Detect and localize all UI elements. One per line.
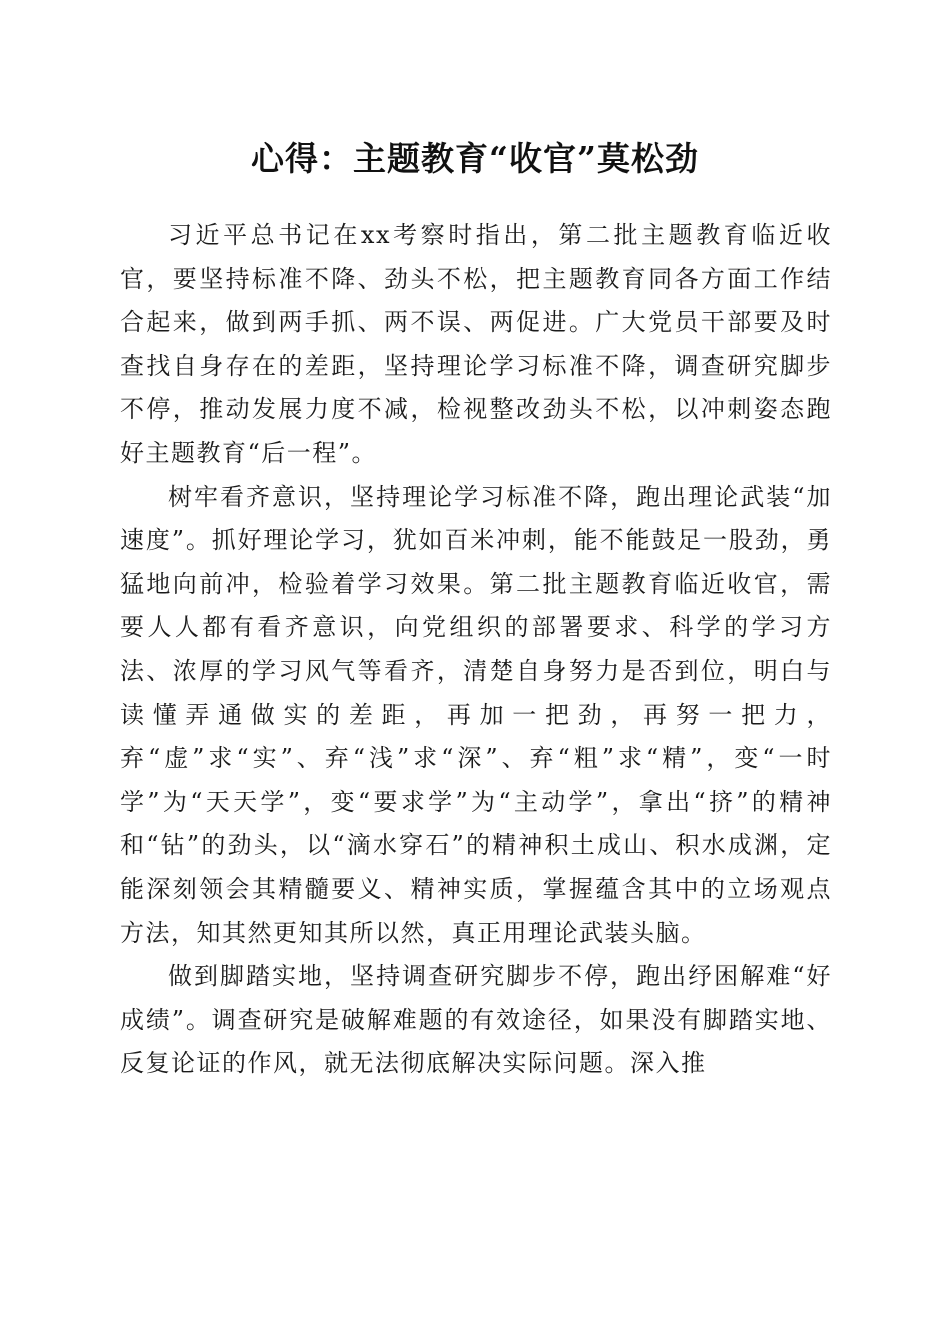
document-title: 心得：主题教育“收官”莫松劲 — [251, 139, 699, 178]
paragraph-1: 习近平总书记在xx考察时指出，第二批主题教育临近收官，要坚持标准不降、劲头不松，把主题教育同各方面工作结合起来，做到两手抓、两不误、两促进。广大党员干部要及时查找自身存在的差距，坚持理论学习标准不降，调查研究脚步不停，推动发展力度不减，检视整改劲头不松，以冲刺姿态跑好主题教育“后一程”。 — [120, 221, 832, 467]
paragraph-3: 做到脚踏实地，坚持调查研究脚步不停，跑出纾困解难“好成绩”。调查研究是破解难题的有效途径，如果没有脚踏实地、反复论证的作风，就无法彻底解决实际问题。深入推 — [120, 962, 832, 1078]
document-body — [120, 214, 832, 1086]
paragraph-2: 树牢看齐意识，坚持理论学习标准不降，跑出理论武装“加速度”。抓好理论学习，犹如百米冲刺，能不能鼓足一股劲，勇猛地向前冲，检验着学习效果。第二批主题教育临近收官，需要人人都有看齐意识，向党组织的部署要求、科学的学习方法、浓厚的学习风气等看齐，清楚自身努力是否到位，明白与读懂弄通做实的差距，再加一把劲，再努一把力，弃“虚”求“实”、弃“浅”求“深”、弃“粗”求“精”，变“一时学”为“天天学”，变“要求学”为“主动学”，拿出“挤”的精神和“钻”的劲头，以“滴水穿石”的精神积土成山、积水成渊，定能深刻领会其精髓要义、精神实质，掌握蕴含其中的立场观点方法，知其然更知其所以然，真正用理论武装头脑。 — [120, 482, 832, 947]
